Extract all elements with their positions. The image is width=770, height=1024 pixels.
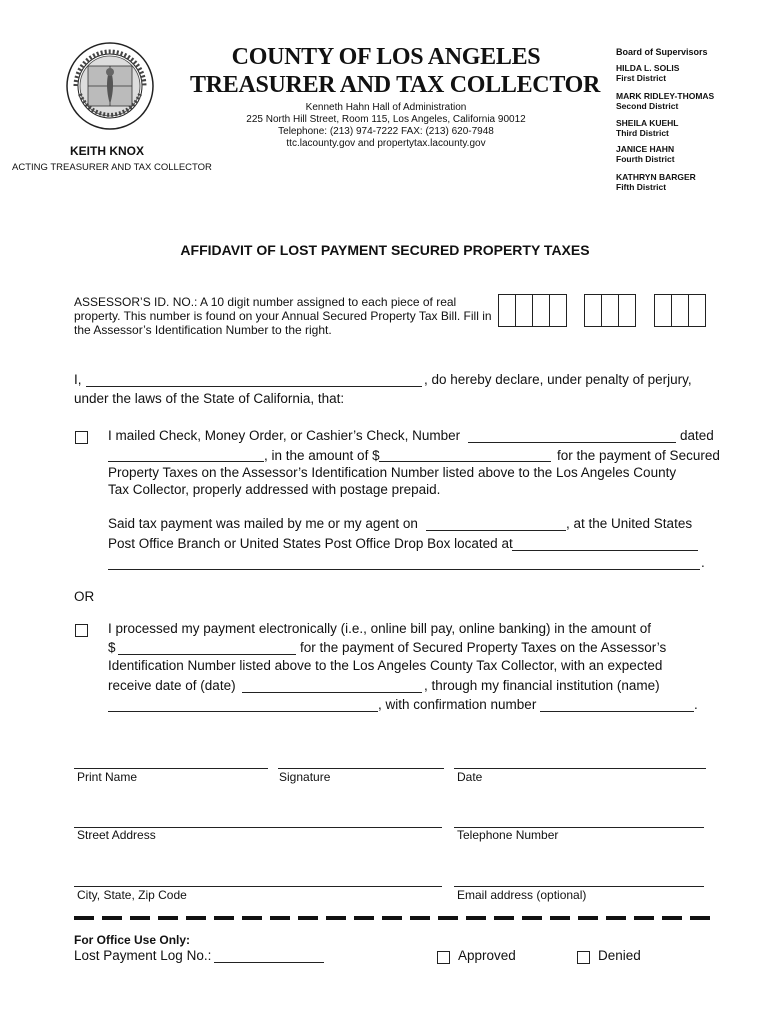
denied-checkbox[interactable] xyxy=(577,951,590,964)
declare-prefix: I, xyxy=(74,372,82,387)
opt1-us-label: , at the United States xyxy=(566,516,693,531)
board-member: SHEILA KUEHL Third District xyxy=(616,118,679,138)
ain-box-group-1[interactable] xyxy=(498,294,567,327)
declarant-name-field[interactable] xyxy=(86,386,422,387)
agency-title-line1: COUNTY OF LOS ANGELES xyxy=(231,44,541,70)
agency-title-line2: TREASURER AND TAX COLLECTOR xyxy=(190,72,600,98)
opt1-secured: for the payment of Secured xyxy=(557,448,720,463)
financial-institution-field[interactable] xyxy=(108,711,378,712)
log-number-field[interactable] xyxy=(214,962,324,963)
denied-label: Denied xyxy=(598,948,641,963)
board-heading: Board of Supervisors xyxy=(616,47,708,57)
official-name: KEITH KNOX xyxy=(70,144,145,158)
ain-box-group-2[interactable] xyxy=(584,294,636,327)
email-label: Email address (optional) xyxy=(457,888,587,902)
post-office-location-field[interactable] xyxy=(512,550,698,551)
log-number-label: Lost Payment Log No.: xyxy=(74,948,212,963)
signature-label: Signature xyxy=(279,770,331,784)
opt2-text: I processed my payment electronically (i.e., online bill pay, online banking) in the amount of xyxy=(108,621,652,636)
opt2-end: . xyxy=(694,697,698,712)
address-line: ttc.lacounty.gov and propertytax.lacounty.gov xyxy=(286,138,486,149)
opt1-dated: dated xyxy=(680,428,714,443)
print-name-field[interactable] xyxy=(74,768,268,769)
mailed-payment-checkbox[interactable] xyxy=(75,431,88,444)
date-field[interactable] xyxy=(454,768,706,769)
opt1-text: Tax Collector, properly addressed with postage prepaid. xyxy=(108,482,441,497)
declare-line2: under the laws of the State of California, that: xyxy=(74,391,345,406)
address-line: Telephone: (213) 974-7222 FAX: (213) 620-7948 xyxy=(278,126,494,137)
declare-suffix: , do hereby declare, under penalty of perjury, xyxy=(424,372,692,387)
official-title: ACTING TREASURER AND TAX COLLECTOR xyxy=(12,162,212,173)
opt1-amount-label: , in the amount of $ xyxy=(264,448,380,463)
print-name-label: Print Name xyxy=(77,770,138,784)
office-use-heading: For Office Use Only: xyxy=(74,933,191,947)
opt1-mailed-label: Said tax payment was mailed by me or my agent on xyxy=(108,516,418,531)
form-title: AFFIDAVIT OF LOST PAYMENT SECURED PROPERTY TAXES xyxy=(180,242,590,258)
assessor-instructions: ASSESSOR’S ID. NO.: A 10 digit number assigned to each piece of real property. This number is found on your Annual Secured Property Tax Bill. Fill in the Assessor’s Identification Number to the right. xyxy=(74,295,492,337)
office-use-divider xyxy=(74,916,714,920)
county-seal xyxy=(66,42,154,130)
board-member: MARK RIDLEY-THOMAS Second District xyxy=(616,91,715,111)
opt2-text: for the payment of Secured Property Taxes on the Assessor’s xyxy=(300,640,667,655)
board-member: KATHRYN BARGER Fifth District xyxy=(616,172,696,192)
opt2-confirmation-label: , with confirmation number xyxy=(378,697,537,712)
electronic-payment-checkbox[interactable] xyxy=(75,624,88,637)
ain-box-group-3[interactable] xyxy=(654,294,706,327)
opt2-text: Identification Number listed above to the Los Angeles County Tax Collector, with an expected xyxy=(108,658,663,673)
confirmation-number-field[interactable] xyxy=(540,711,694,712)
mailed-date-field[interactable] xyxy=(426,530,566,531)
board-member: JANICE HAHN Fourth District xyxy=(616,144,675,164)
city-state-zip-field[interactable] xyxy=(74,886,442,887)
post-office-location-field-2[interactable] xyxy=(108,569,700,570)
approved-label: Approved xyxy=(458,948,516,963)
email-field[interactable] xyxy=(454,886,704,887)
approved-checkbox[interactable] xyxy=(437,951,450,964)
opt1-text: I mailed Check, Money Order, or Cashier’s Check, Number xyxy=(108,428,461,443)
receive-date-field[interactable] xyxy=(242,692,422,693)
opt1-text: Property Taxes on the Assessor’s Identification Number listed above to the Los Angeles County xyxy=(108,465,677,480)
check-amount-field[interactable] xyxy=(379,461,551,462)
date-label: Date xyxy=(457,770,483,784)
opt2-institution-label: , through my financial institution (name) xyxy=(424,678,660,693)
telephone-label: Telephone Number xyxy=(457,828,559,842)
opt1-end: . xyxy=(701,555,705,570)
check-number-field[interactable] xyxy=(468,442,676,443)
address-line: 225 North Hill Street, Room 115, Los Angeles, California 90012 xyxy=(246,114,526,125)
signature-field[interactable] xyxy=(278,768,444,769)
opt2-dollar: $ xyxy=(108,640,116,655)
board-member: HILDA L. SOLIS First District xyxy=(616,63,680,83)
opt2-receive-label: receive date of (date) xyxy=(108,678,236,693)
address-line: Kenneth Hahn Hall of Administration xyxy=(305,102,467,113)
check-date-field[interactable] xyxy=(108,461,264,462)
opt1-post-office-label: Post Office Branch or United States Post Office Drop Box located at xyxy=(108,536,513,551)
street-address-label: Street Address xyxy=(77,828,156,842)
city-state-zip-label: City, State, Zip Code xyxy=(77,888,187,902)
or-label: OR xyxy=(74,589,95,604)
electronic-amount-field[interactable] xyxy=(118,654,296,655)
